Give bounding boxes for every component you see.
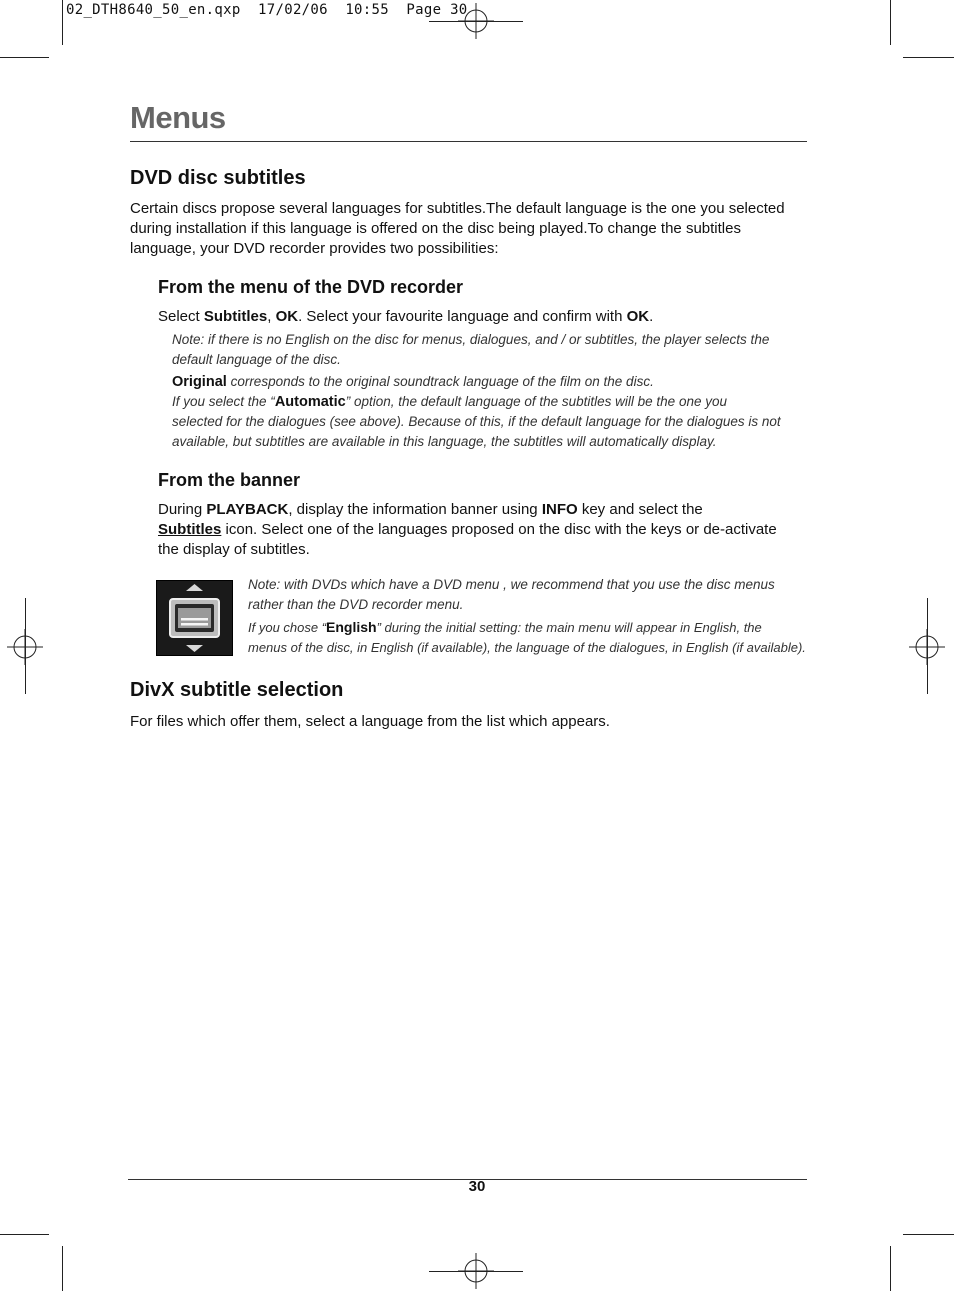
note-line: default language of the disc. [172,352,341,367]
subtitles-icon [156,580,233,656]
crop-mark [903,57,954,58]
section-heading-dvd-subtitles: DVD disc subtitles [130,167,306,189]
text: icon. Select one of the languages proposed on the disc with the keys or de-activate [225,521,777,538]
banner-instruction [158,500,818,560]
crop-mark [903,1234,954,1235]
crop-mark [890,0,891,45]
text: During [158,501,203,518]
text: , [267,308,272,325]
crop-mark [0,57,49,58]
note-line: rather than the DVD recorder menu. [248,597,464,612]
subheading-from-menu: From the menu of the DVD recorder [158,277,464,297]
keyword-subtitles: Subtitles [158,521,222,538]
crop-mark [62,0,63,45]
text: ” during the initial setting: the main menu will appear in English, the [376,620,762,635]
intro-line: during installation if this language is offered on the disc being played.To change the subtitles [130,220,741,237]
note-line [172,372,812,392]
keyword-playback: PLAYBACK [206,501,289,518]
page-title: Menus [130,100,226,135]
note-line: Note: if there is no English on the disc for menus, dialogues, and / or subtitles, the player selects the [172,332,770,347]
text: , display the information banner using [288,501,538,518]
crop-mark [0,1234,49,1235]
registration-line [25,598,26,694]
text: . [649,308,654,325]
subheading-from-banner: From the banner [158,470,301,490]
registration-line [429,1271,523,1272]
para-line [158,520,818,540]
note-line: Note: with DVDs which have a DVD menu , we recommend that you use the disc menus [248,577,775,592]
text: key and select the [581,501,703,518]
text: . Select your favourite language and confirm with [298,308,623,325]
keyword-ok: OK [275,308,299,325]
text: If you select the “ [172,394,275,409]
keyword-subtitles: Subtitles [203,308,268,325]
registration-line [927,598,928,694]
crop-mark [62,1246,63,1291]
note-english-setting [248,617,808,658]
intro-line: Certain discs propose several languages for subtitles.The default language is the one you selected [130,200,785,217]
note-line: selected for the dialogues (see above). Because of this, if the default language for the dialogues is not [172,414,781,429]
keyword-automatic: Automatic [274,394,346,410]
note-line [248,617,808,638]
page-number: 30 [468,1178,486,1195]
note-original-automatic [172,372,812,452]
note-dvd-menu [248,575,808,615]
para-line [158,500,818,520]
note-line: menus of the disc, in English (if available), the language of the dialogues, in English (if available). [248,640,806,655]
divx-text: For files which offer them, select a language from the list which appears. [130,713,610,730]
section-heading-divx: DivX subtitle selection [130,679,344,701]
subtitles-icon-graphic [157,581,232,655]
menu-instruction [158,307,653,327]
text: Select [158,308,200,325]
note-english [172,330,812,370]
text: ” option, the default language of the subtitles will be the one you [345,394,727,409]
registration-line [429,21,523,22]
keyword-info: INFO [541,501,578,518]
text: If you chose “ [248,620,327,635]
keyword-english: English [326,619,377,635]
keyword-ok: OK [626,308,650,325]
section-intro [130,199,810,259]
note-line [172,392,812,412]
para-line: the display of subtitles. [158,541,310,558]
title-rule [130,141,807,142]
intro-line: language, your DVD recorder provides two possibilities: [130,240,499,257]
text: corresponds to the original soundtrack language of the film on the disc. [230,374,654,389]
crop-mark [890,1246,891,1291]
keyword-original: Original [172,374,227,390]
print-slug: 02_DTH8640_50_en.qxp 17/02/06 10:55 Page 30 [66,2,468,18]
note-line: available, but subtitles are available in this language, the subtitles will automatically display. [172,434,717,449]
